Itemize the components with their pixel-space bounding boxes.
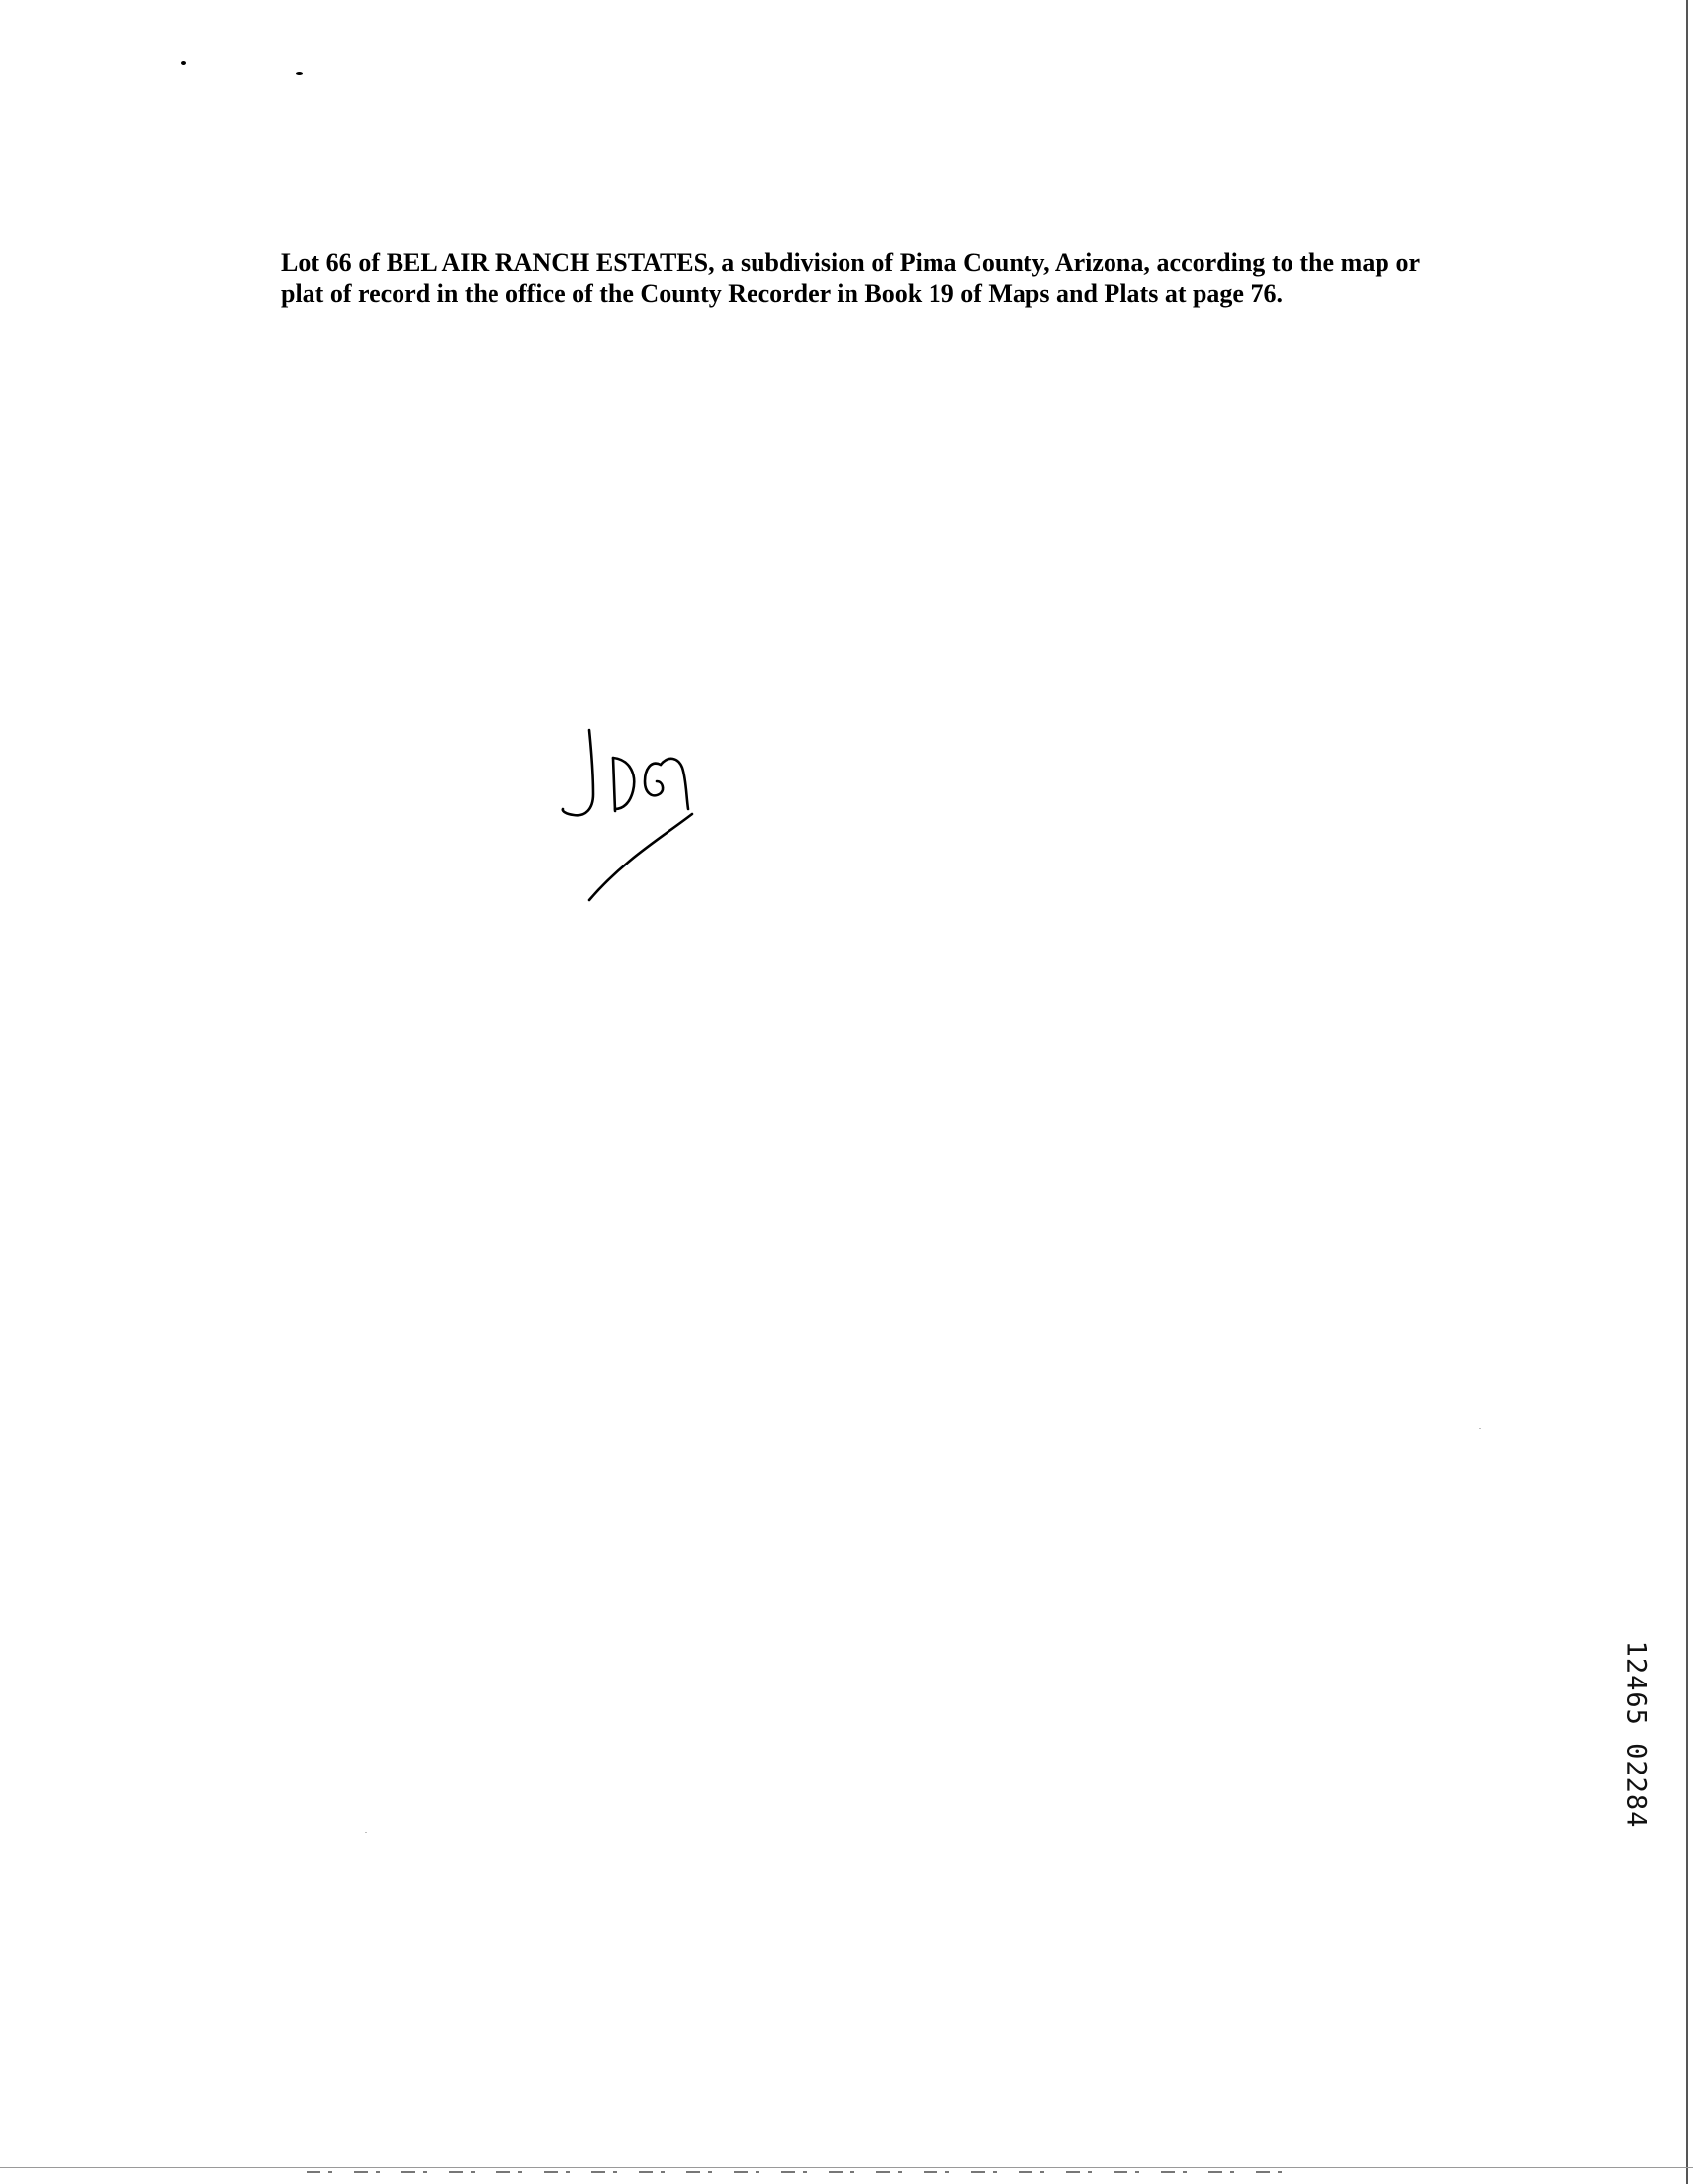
- recording-number: 12465 02284: [1620, 1640, 1651, 1828]
- recording-stamp: [1619, 1600, 1652, 1867]
- page-edge: [1686, 0, 1688, 2184]
- scan-speck: [365, 1832, 367, 1833]
- scan-border-marks: [307, 2171, 1286, 2173]
- handwritten-initials: [554, 720, 732, 908]
- legal-description: Lot 66 of BEL AIR RANCH ESTATES, a subdivision of Pima County, Arizona, according to the map or plat of record in the office of the County Recorder in Book 19 of Maps and Plats at page 76.: [281, 248, 1420, 308]
- scan-speck: [296, 72, 303, 75]
- scan-speck: [1479, 1428, 1481, 1429]
- page-edge: [0, 2167, 1693, 2168]
- scan-speck: [181, 61, 186, 65]
